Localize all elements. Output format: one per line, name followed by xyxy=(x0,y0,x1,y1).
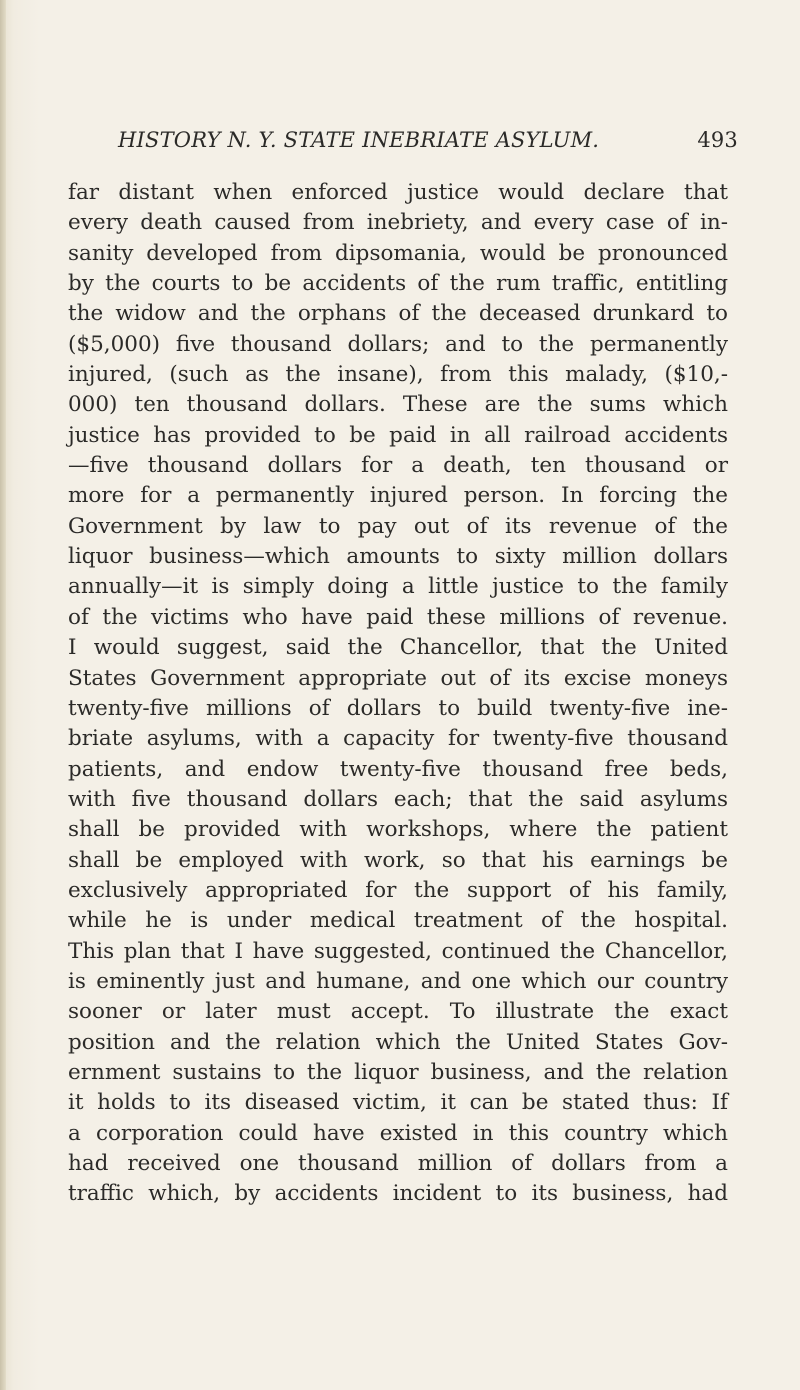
text-line: annually—it is simply doing a little justice to the family xyxy=(68,574,728,600)
text-line: is eminently just and humane, and one which our country xyxy=(68,968,728,994)
text-line: shall be provided with workshops, where the patient xyxy=(68,817,728,843)
text-line: with five thousand dollars each; that the said asylums xyxy=(68,786,728,812)
text-line: shall be employed with work, so that his earnings be xyxy=(68,847,728,873)
text-line: had received one thousand million of dollars from a xyxy=(68,1151,728,1176)
text-line: the widow and the orphans of the deceased drunkard to xyxy=(68,301,728,327)
text-line: Government by law to pay out of its revenue of the xyxy=(68,513,728,539)
text-line: every death caused from inebriety, and every case of in- xyxy=(68,210,728,236)
text-line: sooner or later must accept. To illustrate the exact xyxy=(68,999,728,1025)
text-line: twenty-five millions of dollars to build twenty-five ine- xyxy=(68,695,728,721)
text-line: ernment sustains to the liquor business, and the relation xyxy=(68,1059,728,1085)
text-line: This plan that I have suggested, continued the Chancellor, xyxy=(68,938,728,964)
text-line: far distant when enforced justice would declare that xyxy=(68,180,728,205)
page-number: 493 xyxy=(697,128,738,152)
running-title: HISTORY N. Y. STATE INEBRIATE ASYLUM. xyxy=(118,128,600,152)
text-line: States Government appropriate out of its excise moneys xyxy=(68,665,728,691)
page-gutter-edge xyxy=(0,0,6,1390)
text-line: by the courts to be accidents of the rum traffic, entitling xyxy=(68,271,728,297)
text-line: position and the relation which the United States Gov- xyxy=(68,1029,728,1055)
text-line: injured, (such as the insane), from this malady, ($10,- xyxy=(68,362,728,388)
text-line: more for a permanently injured person. In forcing the xyxy=(68,483,728,509)
text-line: I would suggest, said the Chancellor, that the United xyxy=(68,635,728,661)
text-line: liquor business—which amounts to sixty million dollars xyxy=(68,544,728,570)
body-text xyxy=(68,178,728,1210)
text-line: a corporation could have existed in this country which xyxy=(68,1120,728,1146)
text-line: 000) ten thousand dollars. These are the sums which xyxy=(68,392,728,418)
running-head xyxy=(118,128,738,160)
text-line: justice has provided to be paid in all railroad accidents xyxy=(68,422,728,448)
text-line: while he is under medical treatment of the hospital. xyxy=(68,908,728,934)
text-line: it holds to its diseased victim, it can be stated thus: If xyxy=(68,1090,728,1116)
text-line: exclusively appropriated for the support of his family, xyxy=(68,877,728,903)
text-line: patients, and endow twenty-five thousand free beds, xyxy=(68,756,728,782)
text-line: ($5,000) five thousand dollars; and to the permanently xyxy=(68,331,728,357)
text-line: of the victims who have paid these millions of revenue. xyxy=(68,604,728,630)
text-line: sanity developed from dipsomania, would be pronounced xyxy=(68,240,728,266)
text-line: briate asylums, with a capacity for twenty-five thousand xyxy=(68,726,728,752)
text-line: —five thousand dollars for a death, ten thousand or xyxy=(68,453,728,479)
text-line: traffic which, by accidents incident to its business, had xyxy=(68,1181,728,1207)
